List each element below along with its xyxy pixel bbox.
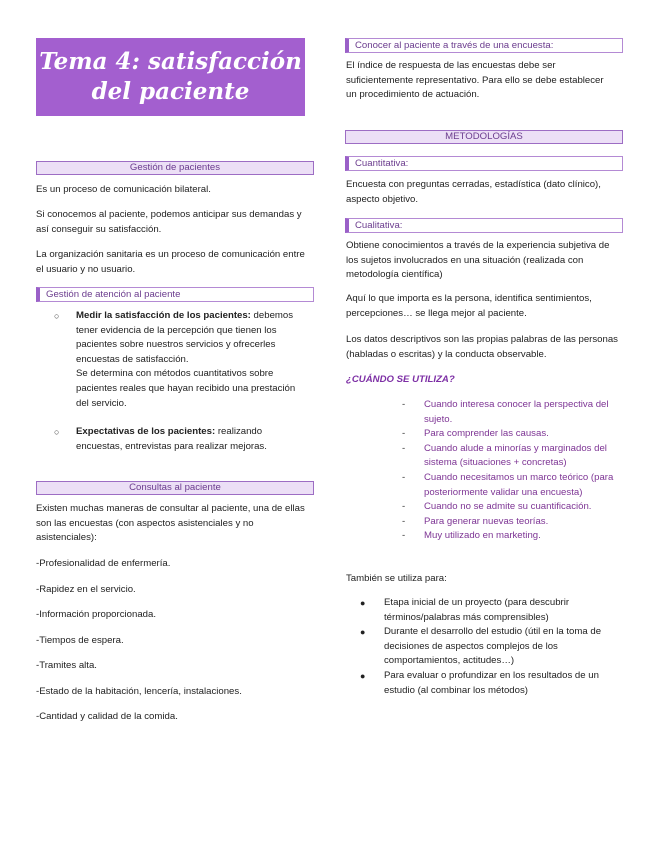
list-item: ● Durante el desarrollo del estudio (útil en la toma de decisiones de aspectos complejos de los comportamientos, actitudes…) [360, 626, 602, 667]
dash-bullet-icon: - [402, 530, 406, 542]
atencion-item1-text: debemos tener evidencia de la percepción que tienen los pacientes sobre nuestros servicios y ofrecerles encuestas de satisfacción. [76, 310, 294, 365]
title-line-2: del paciente [91, 78, 250, 105]
dash-bullet-icon: - [402, 515, 406, 527]
circle-bullet-icon: ○ [54, 427, 60, 438]
atencion-item2-text: realizando encuestas, entrevistas para realizar mejoras. [76, 426, 267, 452]
list-item [54, 309, 306, 411]
gestion-pacientes-p3: La organización sanitaria es un proceso de comunicación entre el usuario y no usuario. [36, 249, 305, 275]
list-item: -Información proporcionada. [36, 609, 156, 620]
section-heading-gestion-atencion: Gestión de atención al paciente [36, 287, 314, 302]
cualitativa-p2: Aquí lo que importa es la persona, identifica sentimientos, percepciones… se llega mejor al paciente. [346, 293, 592, 319]
gestion-pacientes-p2: Si conocemos al paciente, podemos anticipar sus demandas y así conseguir su satisfacción. [36, 209, 302, 235]
list-item: -Profesionalidad de enfermería. [36, 558, 171, 569]
cualitativa-p3: Los datos descriptivos son las propias palabras de las personas (habladas o escritas) y la conducta observable. [346, 334, 618, 360]
atencion-item2-bold: Expectativas de los pacientes: [76, 426, 216, 438]
tambien-intro: También se utiliza para: [346, 573, 447, 584]
atencion-item1-text2: Se determina con métodos cuantitativos sobre pacientes reales que hayan recibido una prestación del servicio. [76, 368, 296, 409]
section-heading-consultas: Consultas al paciente [36, 481, 314, 495]
circle-bullet-icon: ○ [54, 311, 60, 321]
page-title [36, 38, 305, 116]
cuando-list [402, 398, 622, 544]
list-item: - Cuando interesa conocer la perspectiva del sujeto. [402, 399, 609, 425]
section-heading-cuantitativa: Cuantitativa: [345, 156, 623, 171]
conocer-text: El índice de respuesta de las encuestas debe ser suficientemente representativo. Para ello se debe establecer un procedimiento de actuación. [346, 60, 604, 101]
list-item: -Cantidad y calidad de la comida. [36, 711, 178, 722]
list-item [54, 425, 306, 454]
list-item: - Cuando necesitamos un marco teórico (para posteriormente validar una encuesta) [402, 471, 614, 498]
list-item: -Rapidez en el servicio. [36, 583, 136, 595]
list-item: - Para comprender las causas. [424, 427, 622, 442]
tambien-list [360, 596, 616, 698]
cuantitativa-text: Encuesta con preguntas cerradas, estadística (dato clínico), aspecto objetivo. [346, 179, 601, 205]
list-item: -Estado de la habitación, lencería, instalaciones. [36, 685, 242, 697]
dash-bullet-icon: - [402, 399, 406, 410]
list-item: -Tiempos de espera. [36, 634, 124, 646]
dash-bullet-icon: - [402, 471, 406, 483]
list-item: - Muy utilizado en marketing. [424, 529, 622, 544]
bullet-icon: ● [360, 670, 366, 681]
list-item: ● Etapa inicial de un proyecto (para descubrir términos/palabras más comprensibles) [360, 597, 570, 623]
section-heading-gestion-pacientes: Gestión de pacientes [36, 161, 314, 175]
dash-bullet-icon: - [402, 428, 406, 440]
cualitativa-p1: Obtiene conocimientos a través de la experiencia subjetiva de los sujetos involucrados en una situación (realizada con metodología científica) [346, 240, 610, 281]
section-heading-conocer: Conocer al paciente a través de una encuesta: [345, 38, 623, 53]
atencion-list [54, 309, 306, 454]
dash-bullet-icon: - [402, 442, 406, 454]
gestion-pacientes-p1: Es un proceso de comunicación bilateral. [36, 184, 211, 195]
section-heading-metodologias: METODOLOGÍAS [345, 130, 623, 144]
section-heading-cualitativa: Cualitativa: [345, 218, 623, 233]
consultas-intro: Existen muchas maneras de consultar al paciente, una de ellas son las encuestas (con aspectos asistenciales y no asistenciales): [36, 503, 305, 544]
list-item: - Cuando no se admite su cuantificación. [424, 500, 622, 515]
list-item: -Tramites alta. [36, 660, 97, 671]
bullet-icon: ● [360, 627, 366, 638]
bullet-icon: ● [360, 598, 366, 608]
list-item: ● Para evaluar o profundizar en los resultados de un estudio (al combinar los métodos) [360, 669, 599, 696]
cuando-heading: ¿CUÁNDO SE UTILIZA? [346, 374, 455, 385]
consultas-list [36, 557, 316, 736]
list-item: - Cuando alude a minorías y marginados del sistema (situaciones + concretas) [402, 442, 607, 469]
list-item: - Para generar nuevas teorías. [424, 515, 622, 530]
atencion-item1-bold: Medir la satisfacción de los pacientes: [76, 310, 251, 321]
dash-bullet-icon: - [402, 501, 406, 513]
title-line-1: Tema 4: satisfacción [39, 48, 302, 75]
